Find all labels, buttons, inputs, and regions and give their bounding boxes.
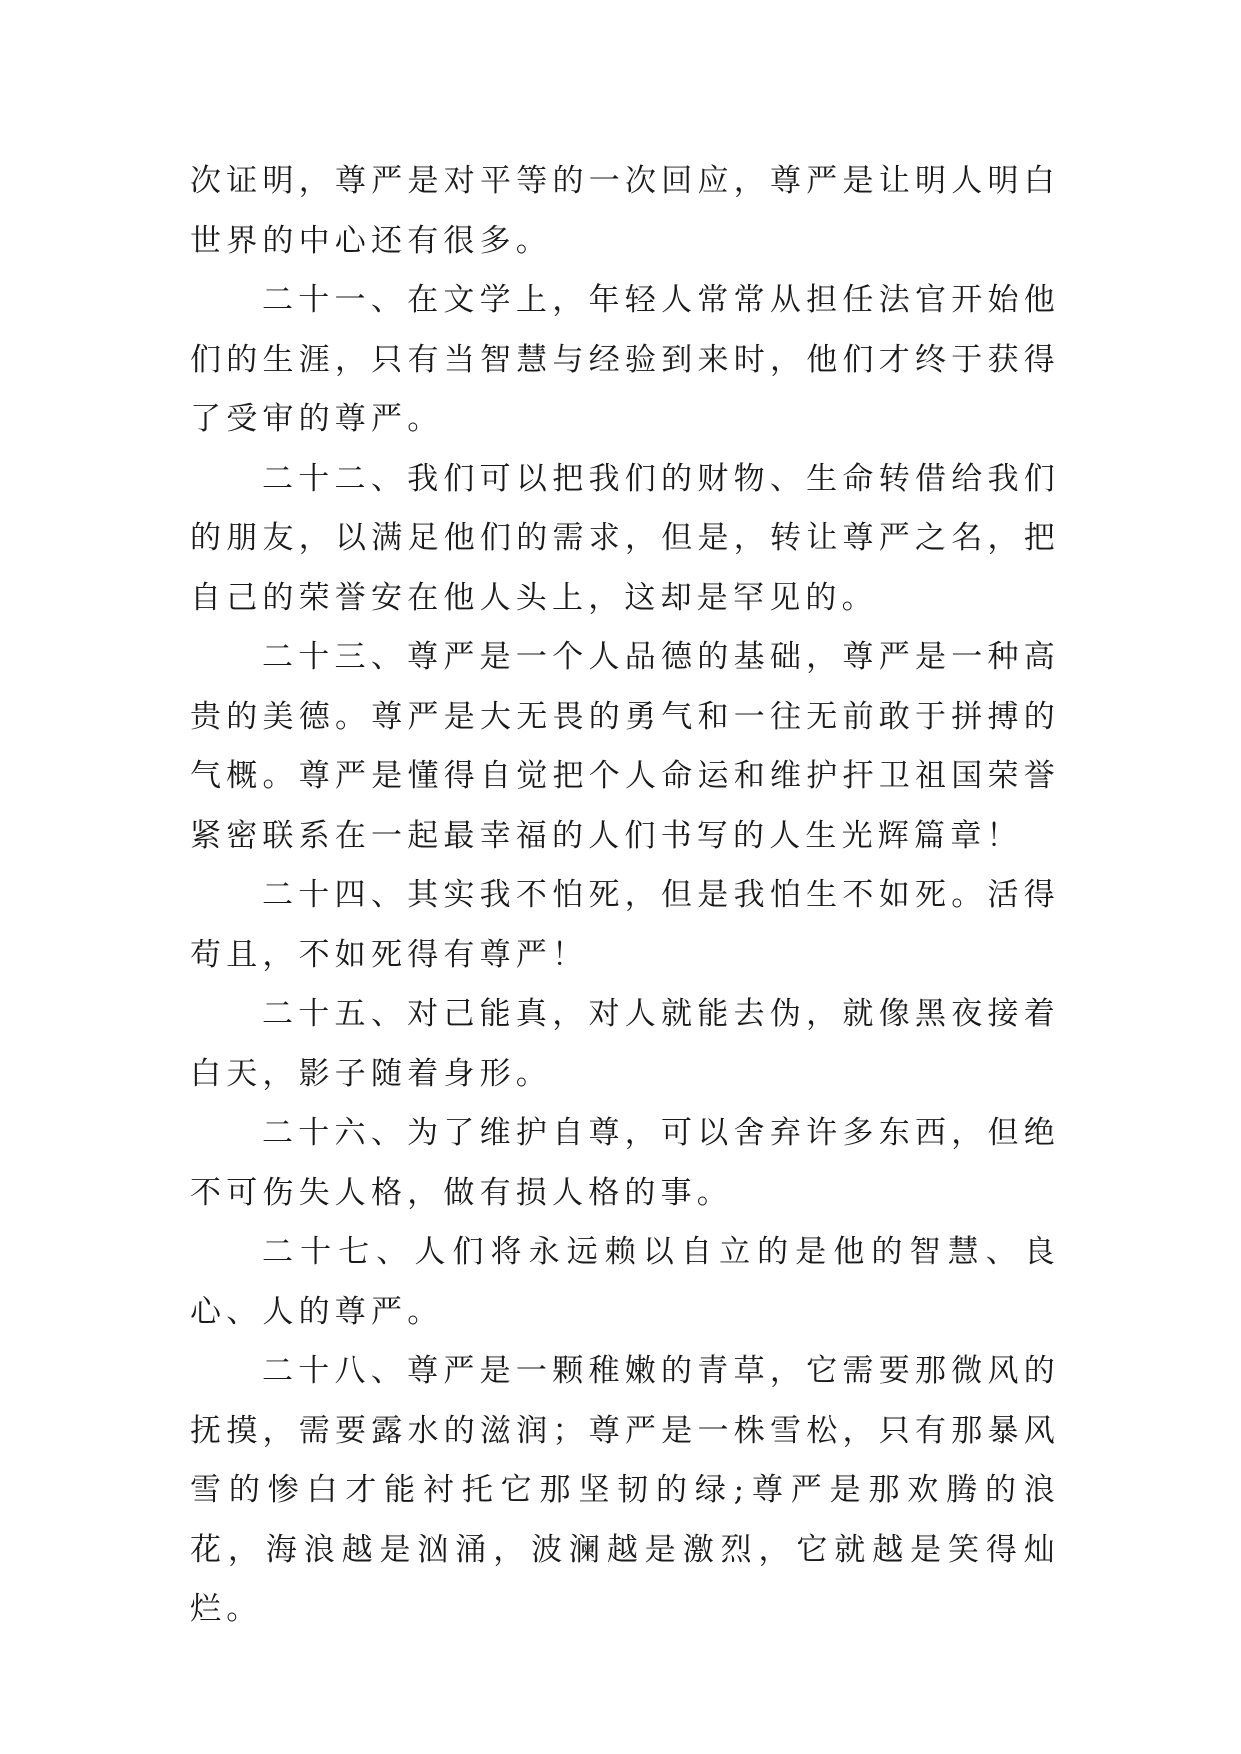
paragraph-25: 二十五、对己能真，对人就能去伪，就像黑夜接着白天，影子随着身形。 [190,996,1060,1092]
paragraph-23: 二十三、尊严是一个人品德的基础，尊严是一种高贵的美德。尊严是大无畏的勇气和一往无前敢于拼搏的气概。尊严是懂得自觉把个人命运和维护扞卫祖国荣誉紧密联系在一起最幸福的人们书写的人生光辉篇章！ [190,639,1060,854]
document-body [190,152,1060,1640]
paragraph-24: 二十四、其实我不怕死，但是我怕生不如死。活得苟且，不如死得有尊严！ [190,877,1060,973]
paragraph-27: 二十七、人们将永远赖以自立的是他的智慧、良心、人的尊严。 [190,1234,1060,1330]
paragraph-21: 二十一、在文学上，年轻人常常从担任法官开始他们的生涯，只有当智慧与经验到来时，他们才终于获得了受审的尊严。 [190,282,1060,437]
paragraph-28: 二十八、尊严是一颗稚嫩的青草，它需要那微风的抚摸，需要露水的滋润；尊严是一株雪松，只有那暴风雪的惨白才能衬托它那坚韧的绿;尊严是那欢腾的浪花，海浪越是汹涌，波澜越是激烈，它就越是笑得灿烂。 [190,1353,1060,1627]
paragraph-continuation: 次证明，尊严是对平等的一次回应，尊严是让明人明白世界的中心还有很多。 [190,163,1060,259]
paragraph-22: 二十二、我们可以把我们的财物、生命转借给我们的朋友，以满足他们的需求，但是，转让尊严之名，把自己的荣誉安在他人头上，这却是罕见的。 [190,460,1060,616]
paragraph-26: 二十六、为了维护自尊，可以舍弃许多东西，但绝不可伤失人格，做有损人格的事。 [190,1115,1060,1211]
